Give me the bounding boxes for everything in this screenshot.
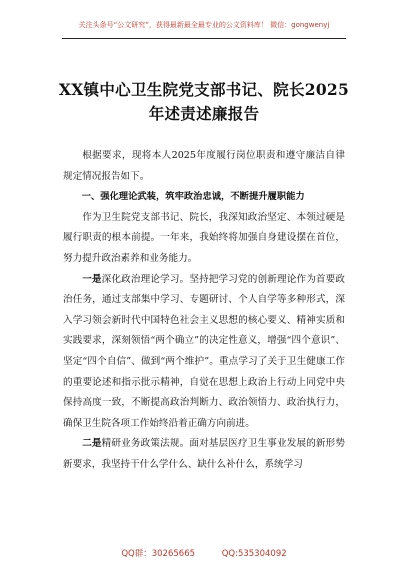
section-1-heading: 一、强化理论武装，筑牢政治忠诚，不断提升履职能力 bbox=[81, 191, 305, 203]
footer-qq-group: QQ群：30265665 bbox=[121, 549, 196, 559]
paragraph-1: 作为卫生院党支部书记、院长，我深知政治坚定、本领过硬是履行职责的根本前提。一年来，我始终将加强自身建设摆在首位，努力提升政治素养和业务能力。 bbox=[63, 211, 345, 264]
footer-contact bbox=[0, 547, 408, 559]
point-2-paragraph bbox=[63, 434, 345, 475]
point-1-lead: 一是 bbox=[82, 273, 102, 285]
title-line-1: XX镇中心卫生院党支部书记、院长2025 bbox=[58, 80, 350, 99]
point-1-text: 深化政治理论学习。坚持把学习党的创新理论作为首要政治任务，通过支部集中学习、专题研讨、个人自学等多种形式，深入学习领会新时代中国特色社会主义思想的核心要义、精神实质和实践要求，深刻领悟“两个确立”的决定性意义，增强“四个意识”、坚定“四个自信”、做到“两个维护”。重点学习了关于卫生健康工作的重要论述和指示批示精神，自觉在思想上政治上行动上同党中央保持高度一致，不断提高政治判断力、政治领悟力、政治执行力，确保卫生院各项工作始终沿着正确方向前进。 bbox=[63, 273, 346, 429]
document-body bbox=[63, 146, 345, 476]
point-2-lead: 二是 bbox=[82, 438, 102, 450]
point-1-paragraph bbox=[63, 270, 345, 435]
header-divider bbox=[62, 38, 346, 39]
header-note: 关注头条号“公文研究”，获得最新最全最专业的公文资料库！ 微信：gongwenyj bbox=[78, 21, 330, 29]
point-2-text: 精研业务政策法规。面对基层医疗卫生事业发展的新形势新要求，我坚持干什么学什么、缺什么补什么，系统学习 bbox=[63, 438, 346, 470]
intro-paragraph: 根据要求，现将本人2025年度履行岗位职责和遵守廉洁自律规定情况报告如下。 bbox=[63, 150, 345, 182]
title-line-2: 年述责述廉报告 bbox=[148, 104, 260, 123]
footer-qq-number: QQ:535304092 bbox=[221, 549, 287, 559]
document-title bbox=[50, 78, 358, 126]
